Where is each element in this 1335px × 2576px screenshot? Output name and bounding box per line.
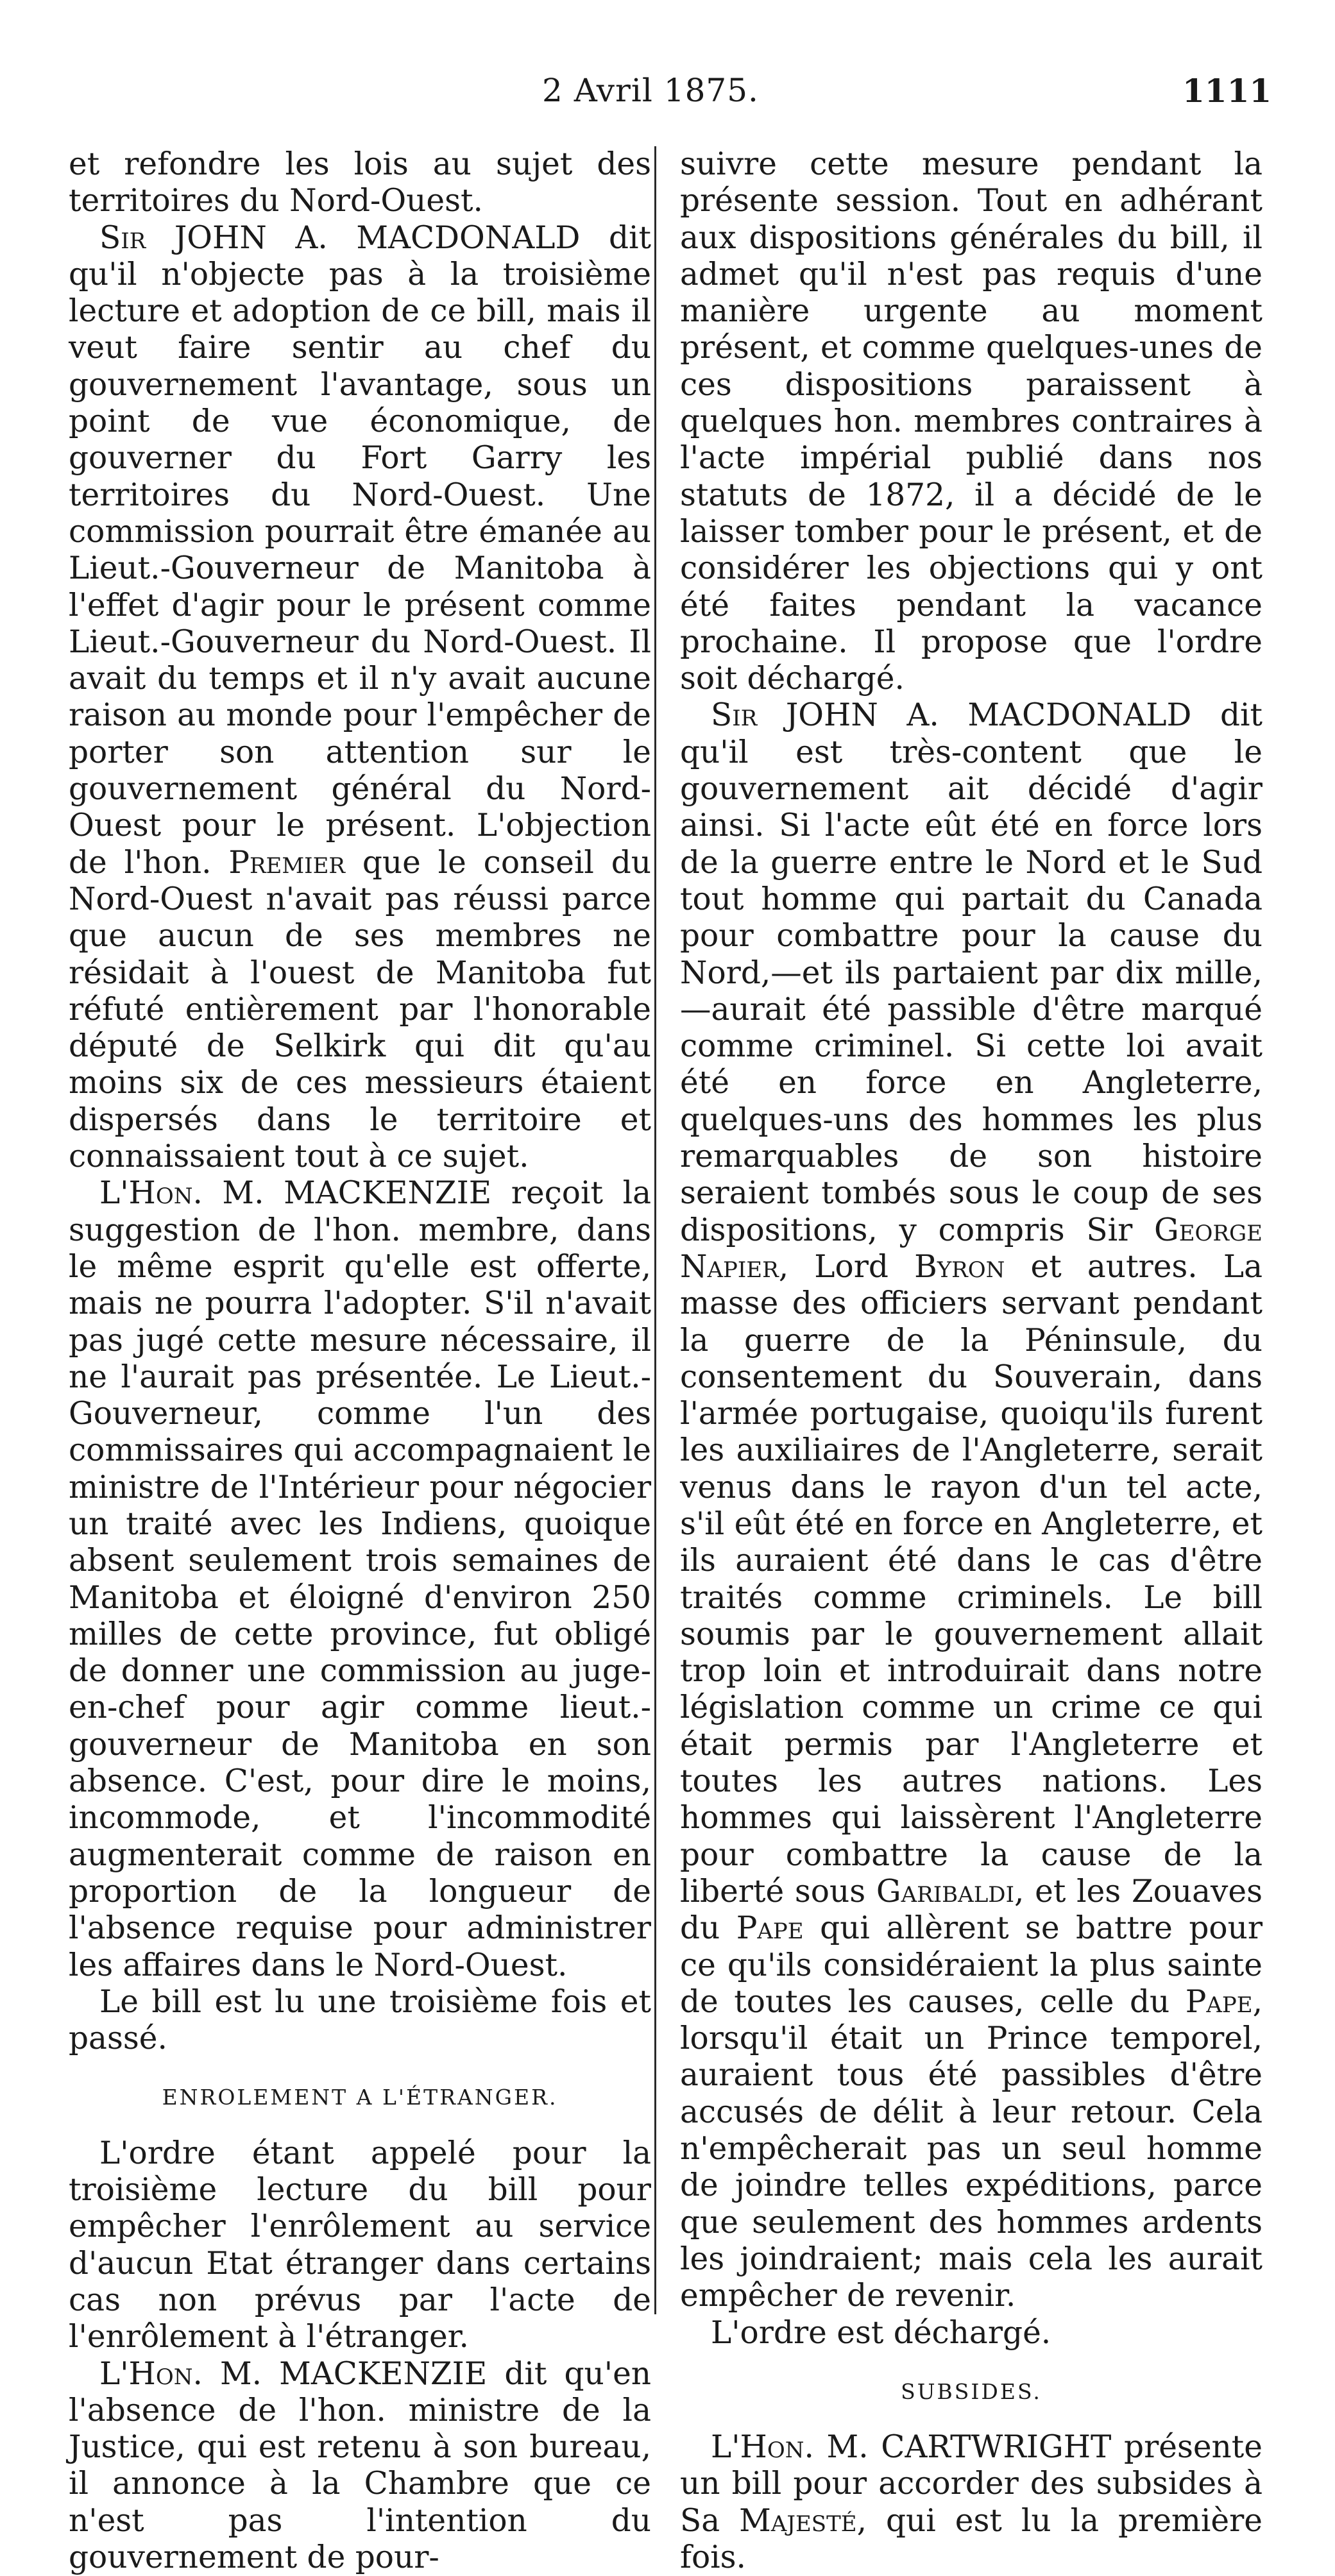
speaker-name: Sir JOHN A. MACDONALD <box>99 219 581 256</box>
proper-name: Garibaldi <box>876 1873 1014 1910</box>
paragraph-text: , qui est lu la première fois. <box>680 2502 1263 2575</box>
paragraph: et refondre les lois au sujet des territoires du Nord-Ouest. <box>69 146 651 219</box>
paragraph-text: , et les Zouaves du <box>680 1873 1263 1947</box>
paragraph-text: qui allèrent se battre pour ce qu'ils considéraient la plus sainte de toutes les causes, celle du <box>680 1910 1263 2020</box>
page-header <box>0 72 1335 117</box>
paragraph-text: dit qu'il est très-content que le gouvernement ait décidé d'agir ainsi. Si l'acte eût été en force lors de la guerre entre le Nord et le Sud tout homme qui partait du Canada pour combattre pour la cause du Nord,—et ils partaient par dix mille,—aurait été passible d'être marqué comme criminel. Si cette loi avait été en force en Angleterre, quelques-uns des hommes les plus remarquables de son histoire seraient tombés sous le coup de ses dispositions, y compris Sir <box>680 697 1263 1248</box>
paragraph <box>680 697 1263 2314</box>
paragraph-text: , lorsqu'il était un Prince temporel, auraient tous été passibles d'être accusés de délit à leur retour. Cela n'empêcherait pas un seul homme de joindre telles expéditions, parce que seulement des hommes ardents les joindraient; mais cela les aurait empêcher de revenir. <box>680 1983 1263 2314</box>
paragraph <box>680 2429 1263 2576</box>
title-word: Premier <box>228 844 346 881</box>
paragraph-text: , Lord <box>778 1248 915 1285</box>
page-number: 1111 <box>1182 72 1272 110</box>
page-date: 2 Avril 1875. <box>542 72 759 109</box>
speaker-name: L'Hon. M. MACKENZIE <box>99 1175 492 1212</box>
paragraph-text: que le conseil du Nord-Ouest n'avait pas réussi parce que aucun de ses membres ne résidait à l'ouest de Manitoba fut réfuté entièrement par l'honorable député de Selkirk qui dit qu'au moins six de ces messieurs étaient dispersés dans le territoire et connaissaient tout à ce sujet. <box>69 844 651 1175</box>
paragraph: L'ordre étant appelé pour la troisième lecture du bill pour empêcher l'enrôlement au service d'aucun Etat étranger dans certains cas non prévus par l'acte de l'enrôlement à l'étranger. <box>69 2135 651 2355</box>
right-column <box>680 146 1263 2575</box>
paragraph-text: et autres. La masse des officiers servant pendant la guerre de la Péninsule, du consentement du Souverain, dans l'armée portugaise, quoiqu'ils furent les auxiliaires de l'Angleterre, serait venus dans le rayon d'un tel acte, s'il eût été en force en Angleterre, et ils auraient été dans le cas d'être traités comme criminels. Le bill soumis par le gouvernement allait trop loin et introduirait dans notre législation comme un crime ce qui était permis par l'Angleterre et toutes les autres nations. Les hommes qui laissèrent l'Angleterre pour combattre la cause de la liberté sous <box>680 1248 1263 1910</box>
proper-name: George Napier <box>680 1212 1263 1285</box>
column-divider <box>654 146 656 2314</box>
proper-name: Byron <box>914 1248 1005 1285</box>
section-heading: ENROLEMENT A L'ÉTRANGER. <box>162 2085 558 2110</box>
proper-name: Pape <box>736 1910 804 1947</box>
paragraph: suivre cette mesure pendant la présente session. Tout en adhérant aux dispositions générales du bill, il admet qu'il n'est pas requis d'une manière urgente au moment présent, et comme quelques-unes de ces dispositions paraissent à quelques hon. membres contraires à l'acte impérial publié dans nos statuts de 1872, il a décidé de le laisser tomber pour le présent, et de considérer les objections qui y ont été faites pendant la vacance prochaine. Il propose que l'ordre soit déchargé. <box>680 146 1263 697</box>
left-column <box>69 146 652 2575</box>
paragraph <box>69 2356 651 2576</box>
paragraph: L'ordre est déchargé. <box>711 2314 1051 2351</box>
paragraph: Le bill est lu une troisième fois et passé. <box>69 1983 651 2057</box>
section-heading: SUBSIDES. <box>901 2378 1042 2404</box>
paragraph-text: présente un bill pour accorder des subsides à Sa <box>680 2429 1263 2539</box>
paragraph <box>69 1175 651 1984</box>
proper-name: Pape <box>1185 1983 1253 2020</box>
speaker-name: L'Hon. M. CARTWRIGHT <box>711 2429 1112 2466</box>
paragraph-text: dit qu'il n'objecte pas à la troisième lecture et adoption de ce bill, mais il veut faire sentir au chef du gouvernement l'avantage, sous un point de vue économique, de gouverner du Fort Garry les territoires du Nord-Ouest. Une commission pourrait être émanée au Lieut.-Gouverneur de Manitoba à l'effet d'agir pour le présent comme Lieut.-Gouverneur du Nord-Ouest. Il avait du temps et il n'y avait aucune raison au monde pour l'empêcher de porter son attention sur le gouvernement général du Nord-Ouest pour le présent. L'objection de l'hon. <box>69 219 651 881</box>
proper-name: Majesté <box>739 2502 857 2539</box>
paragraph <box>69 220 651 1176</box>
speaker-name: Sir JOHN A. MACDONALD <box>711 697 1192 734</box>
paragraph-text: dit qu'en l'absence de l'hon. ministre de la Justice, qui est retenu à son bureau, il annonce à la Chambre que ce n'est pas l'intention du gouvernement de pour- <box>69 2355 652 2575</box>
speaker-name: L'Hon. M. MACKENZIE <box>99 2355 488 2392</box>
paragraph-text: reçoit la suggestion de l'hon. membre, dans le même esprit qu'elle est offerte, mais ne pourra l'adopter. S'il n'avait pas jugé cette mesure nécessaire, il ne l'aurait pas présentée. Le Lieut.-Gouverneur, comme l'un des commissaires qui accompagnaient le ministre de l'Intérieur pour négocier un traité avec les Indiens, quoique absent seulement trois semaines de Manitoba et éloigné d'environ 250 milles de cette province, fut obligé de donner une commission au juge-en-chef pour agir comme lieut.-gouverneur de Manitoba en son absence. C'est, pour dire le moins, incommode, et l'incommodité augmenterait comme de raison en proportion de la longueur de l'absence requise pour administrer les affaires dans le Nord-Ouest. <box>69 1175 651 1983</box>
